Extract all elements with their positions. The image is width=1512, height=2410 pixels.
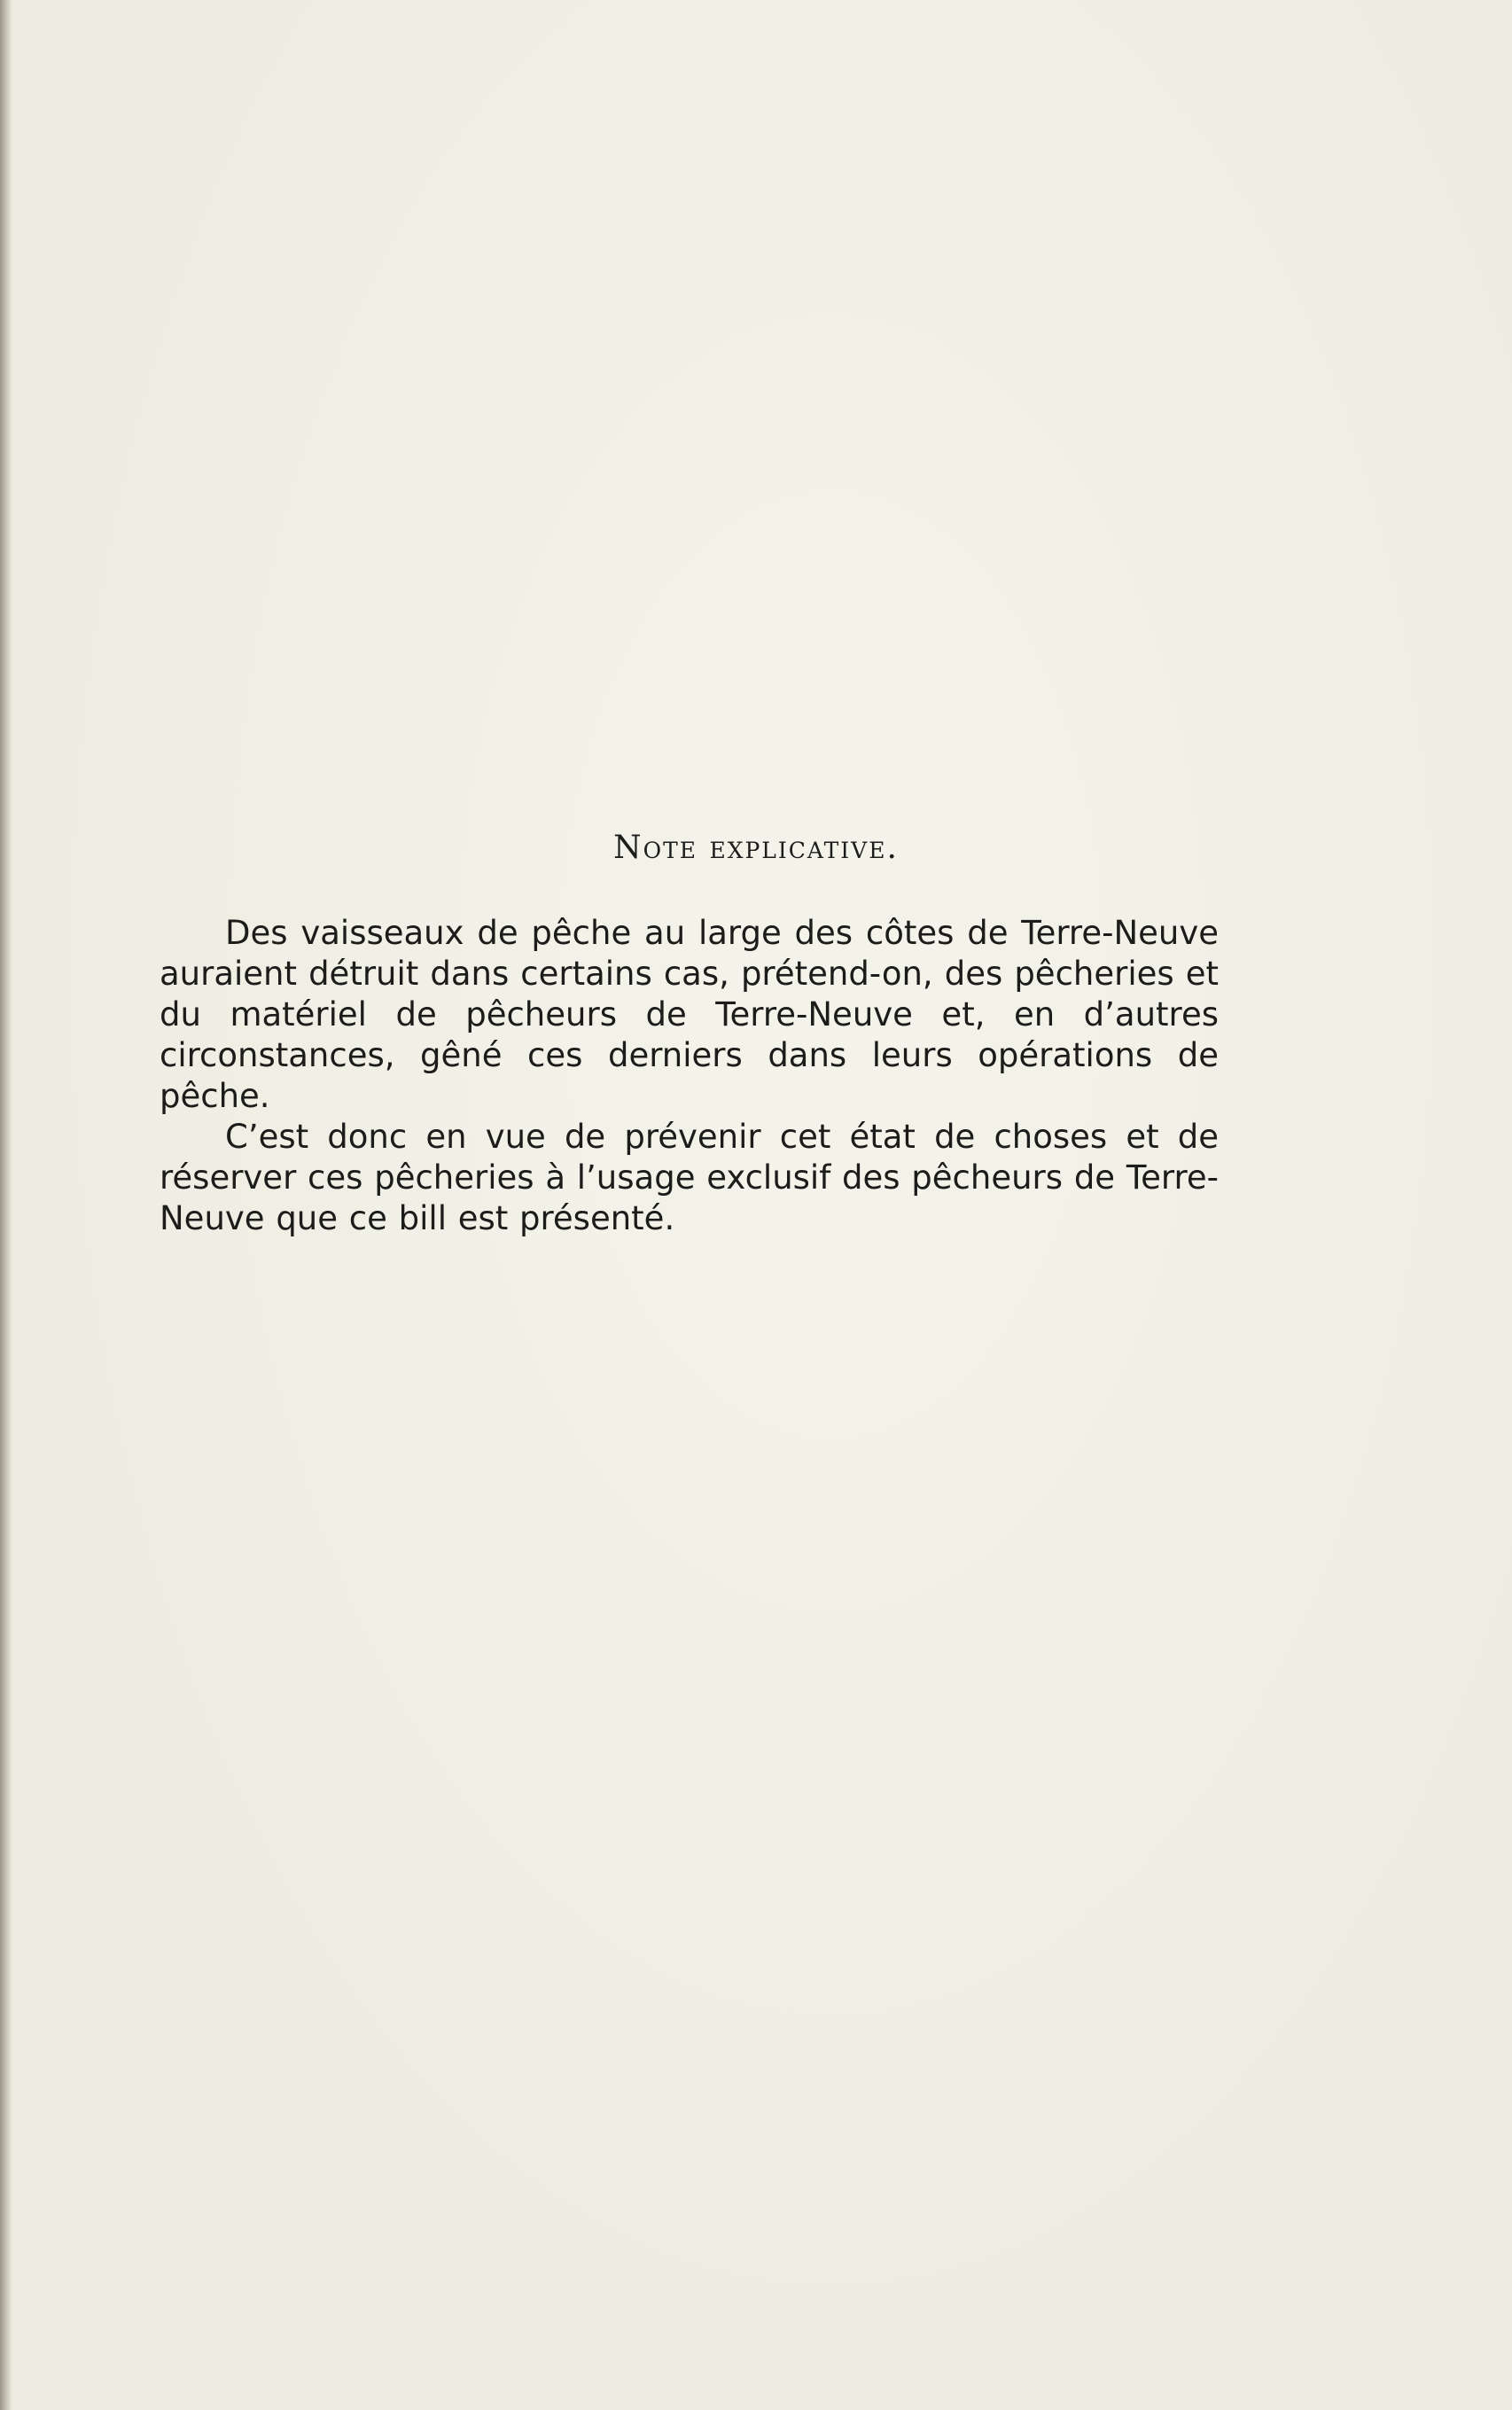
note-paragraph-2: C’est donc en vue de prévenir cet état de choses et de réserver ces pêcheries à l’usage exclusif des pêcheurs de Terre-Neuve que ce bill est présenté. bbox=[160, 1118, 1219, 1237]
note-body bbox=[160, 913, 1219, 1239]
note-paragraph-1: Des vaisseaux de pêche au large des côtes de Terre-Neuve auraient détruit dans certains cas, prétend-on, des pêcheries et du matériel de pêcheurs de Terre-Neuve et, en d’autres circonstances, gêné ces derniers dans leurs opérations de pêche. bbox=[160, 914, 1219, 1115]
page-binding-edge bbox=[0, 0, 12, 2410]
note-heading: Note explicative. bbox=[613, 830, 899, 866]
